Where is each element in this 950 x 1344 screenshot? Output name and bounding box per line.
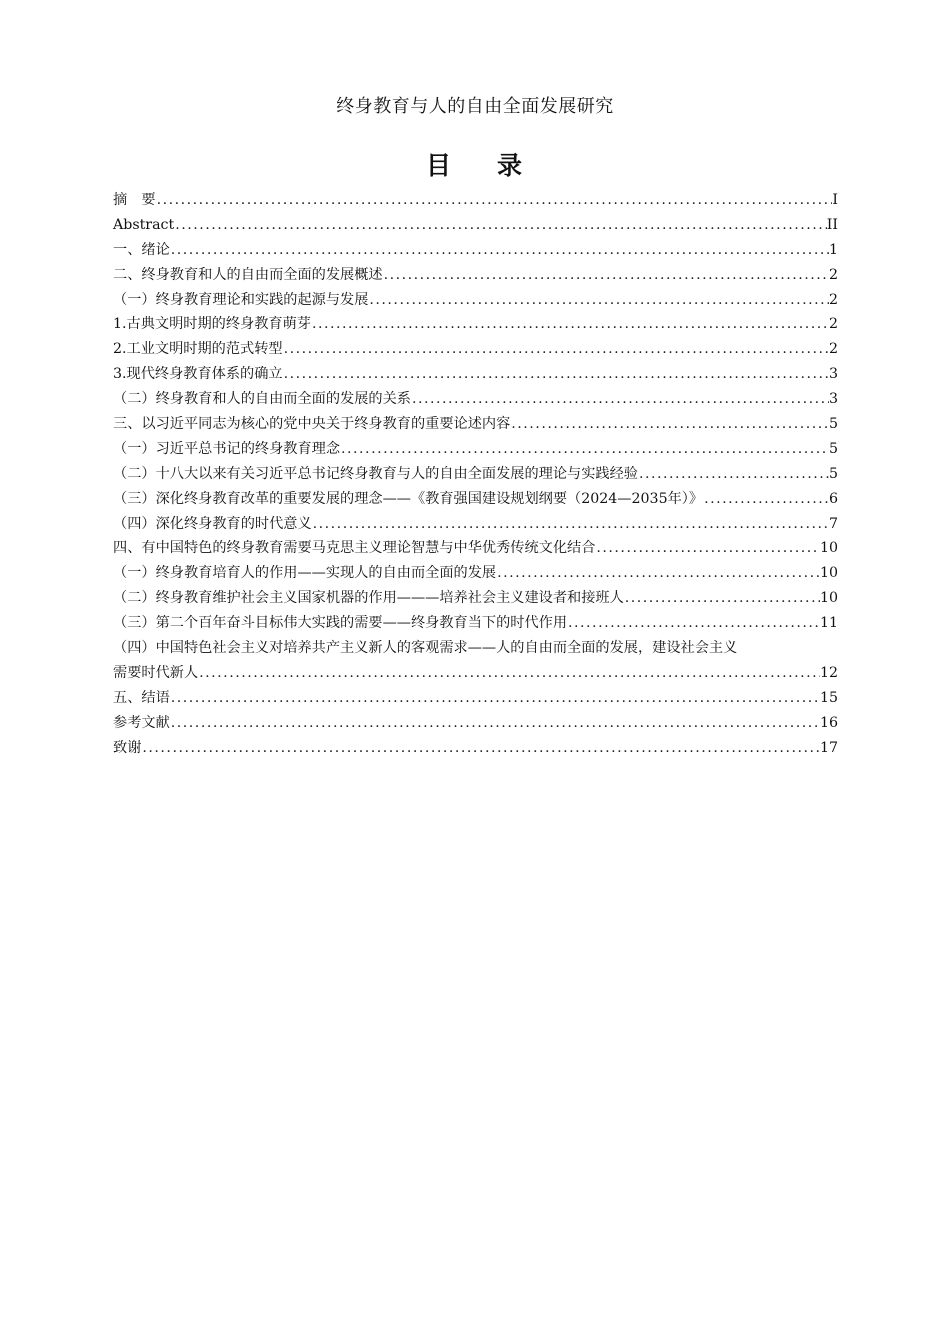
toc-entry-abstract-en[interactable]: Abstract ..... II — [113, 213, 838, 238]
toc-entry-chapter-3[interactable]: 三、以习近平同志为核心的党中央关于终身教育的重要论述内容 ..... 5 — [113, 412, 838, 437]
toc-entry-section-4-1[interactable]: （一）终身教育培育人的作用——实现人的自由而全面的发展 ..... 10 — [113, 561, 838, 586]
toc-entry-references[interactable]: 参考文献 ..... 16 — [113, 711, 838, 736]
toc-entry-section-4-3[interactable]: （三）第二个百年奋斗目标伟大实践的需要——终身教育当下的时代作用 ..... 11 — [113, 611, 838, 636]
toc-heading-char-1: 目 — [425, 151, 453, 180]
document-title: 终身教育与人的自由全面发展研究 — [336, 96, 614, 117]
toc-entry-section-3-2[interactable]: （二）十八大以来有关习近平总书记终身教育与人的自由全面发展的理论与实践经验 ..... 5 — [113, 462, 838, 487]
toc-entry-abstract-cn[interactable]: 摘 要 ..... I — [113, 188, 838, 213]
table-of-contents — [113, 188, 838, 760]
toc-entry-section-4-2[interactable]: （二）终身教育维护社会主义国家机器的作用———培养社会主义建设者和接班人 ..... 10 — [113, 586, 838, 611]
toc-heading — [0, 146, 950, 182]
toc-entry-section-4-4-line2[interactable]: 需要时代新人 ..... 12 — [113, 661, 838, 686]
toc-entry-introduction[interactable]: 一、绪论 ..... 1 — [113, 238, 838, 263]
toc-entry-section-3-3[interactable]: （三）深化终身教育改革的重要发展的理念——《教育强国建设规划纲要（2024—2035年）》 ..... 6 — [113, 487, 838, 512]
toc-entry-section-3-1[interactable]: （一）习近平总书记的终身教育理念 ..... 5 — [113, 437, 838, 462]
toc-entry-subsection-1[interactable]: 1.古典文明时期的终身教育萌芽 ..... 2 — [113, 312, 838, 337]
toc-entry-section-2-2[interactable]: （二）终身教育和人的自由而全面的发展的关系 ..... 3 — [113, 387, 838, 412]
toc-entry-subsection-3[interactable]: 3.现代终身教育体系的确立 ..... 3 — [113, 362, 838, 387]
toc-entry-acknowledgements[interactable]: 致谢 ..... 17 — [113, 736, 838, 761]
toc-entry-section-2-1[interactable]: （一）终身教育理论和实践的起源与发展 ..... 2 — [113, 288, 838, 313]
toc-entry-section-4-4-line1[interactable]: （四）中国特色社会主义对培养共产主义新人的客观需求——人的自由而全面的发展，建设社会主义 — [113, 640, 738, 657]
toc-heading-char-2: 录 — [497, 151, 525, 180]
toc-entry-chapter-2[interactable]: 二、终身教育和人的自由而全面的发展概述 ..... 2 — [113, 263, 838, 288]
toc-entry-chapter-4[interactable]: 四、有中国特色的终身教育需要马克思主义理论智慧与中华优秀传统文化结合 ..... 10 — [113, 536, 838, 561]
toc-entry-conclusion[interactable]: 五、结语 ..... 15 — [113, 686, 838, 711]
toc-entry-section-3-4[interactable]: （四）深化终身教育的时代意义 ..... 7 — [113, 512, 838, 537]
toc-entry-subsection-2[interactable]: 2.工业文明时期的范式转型 ..... 2 — [113, 337, 838, 362]
